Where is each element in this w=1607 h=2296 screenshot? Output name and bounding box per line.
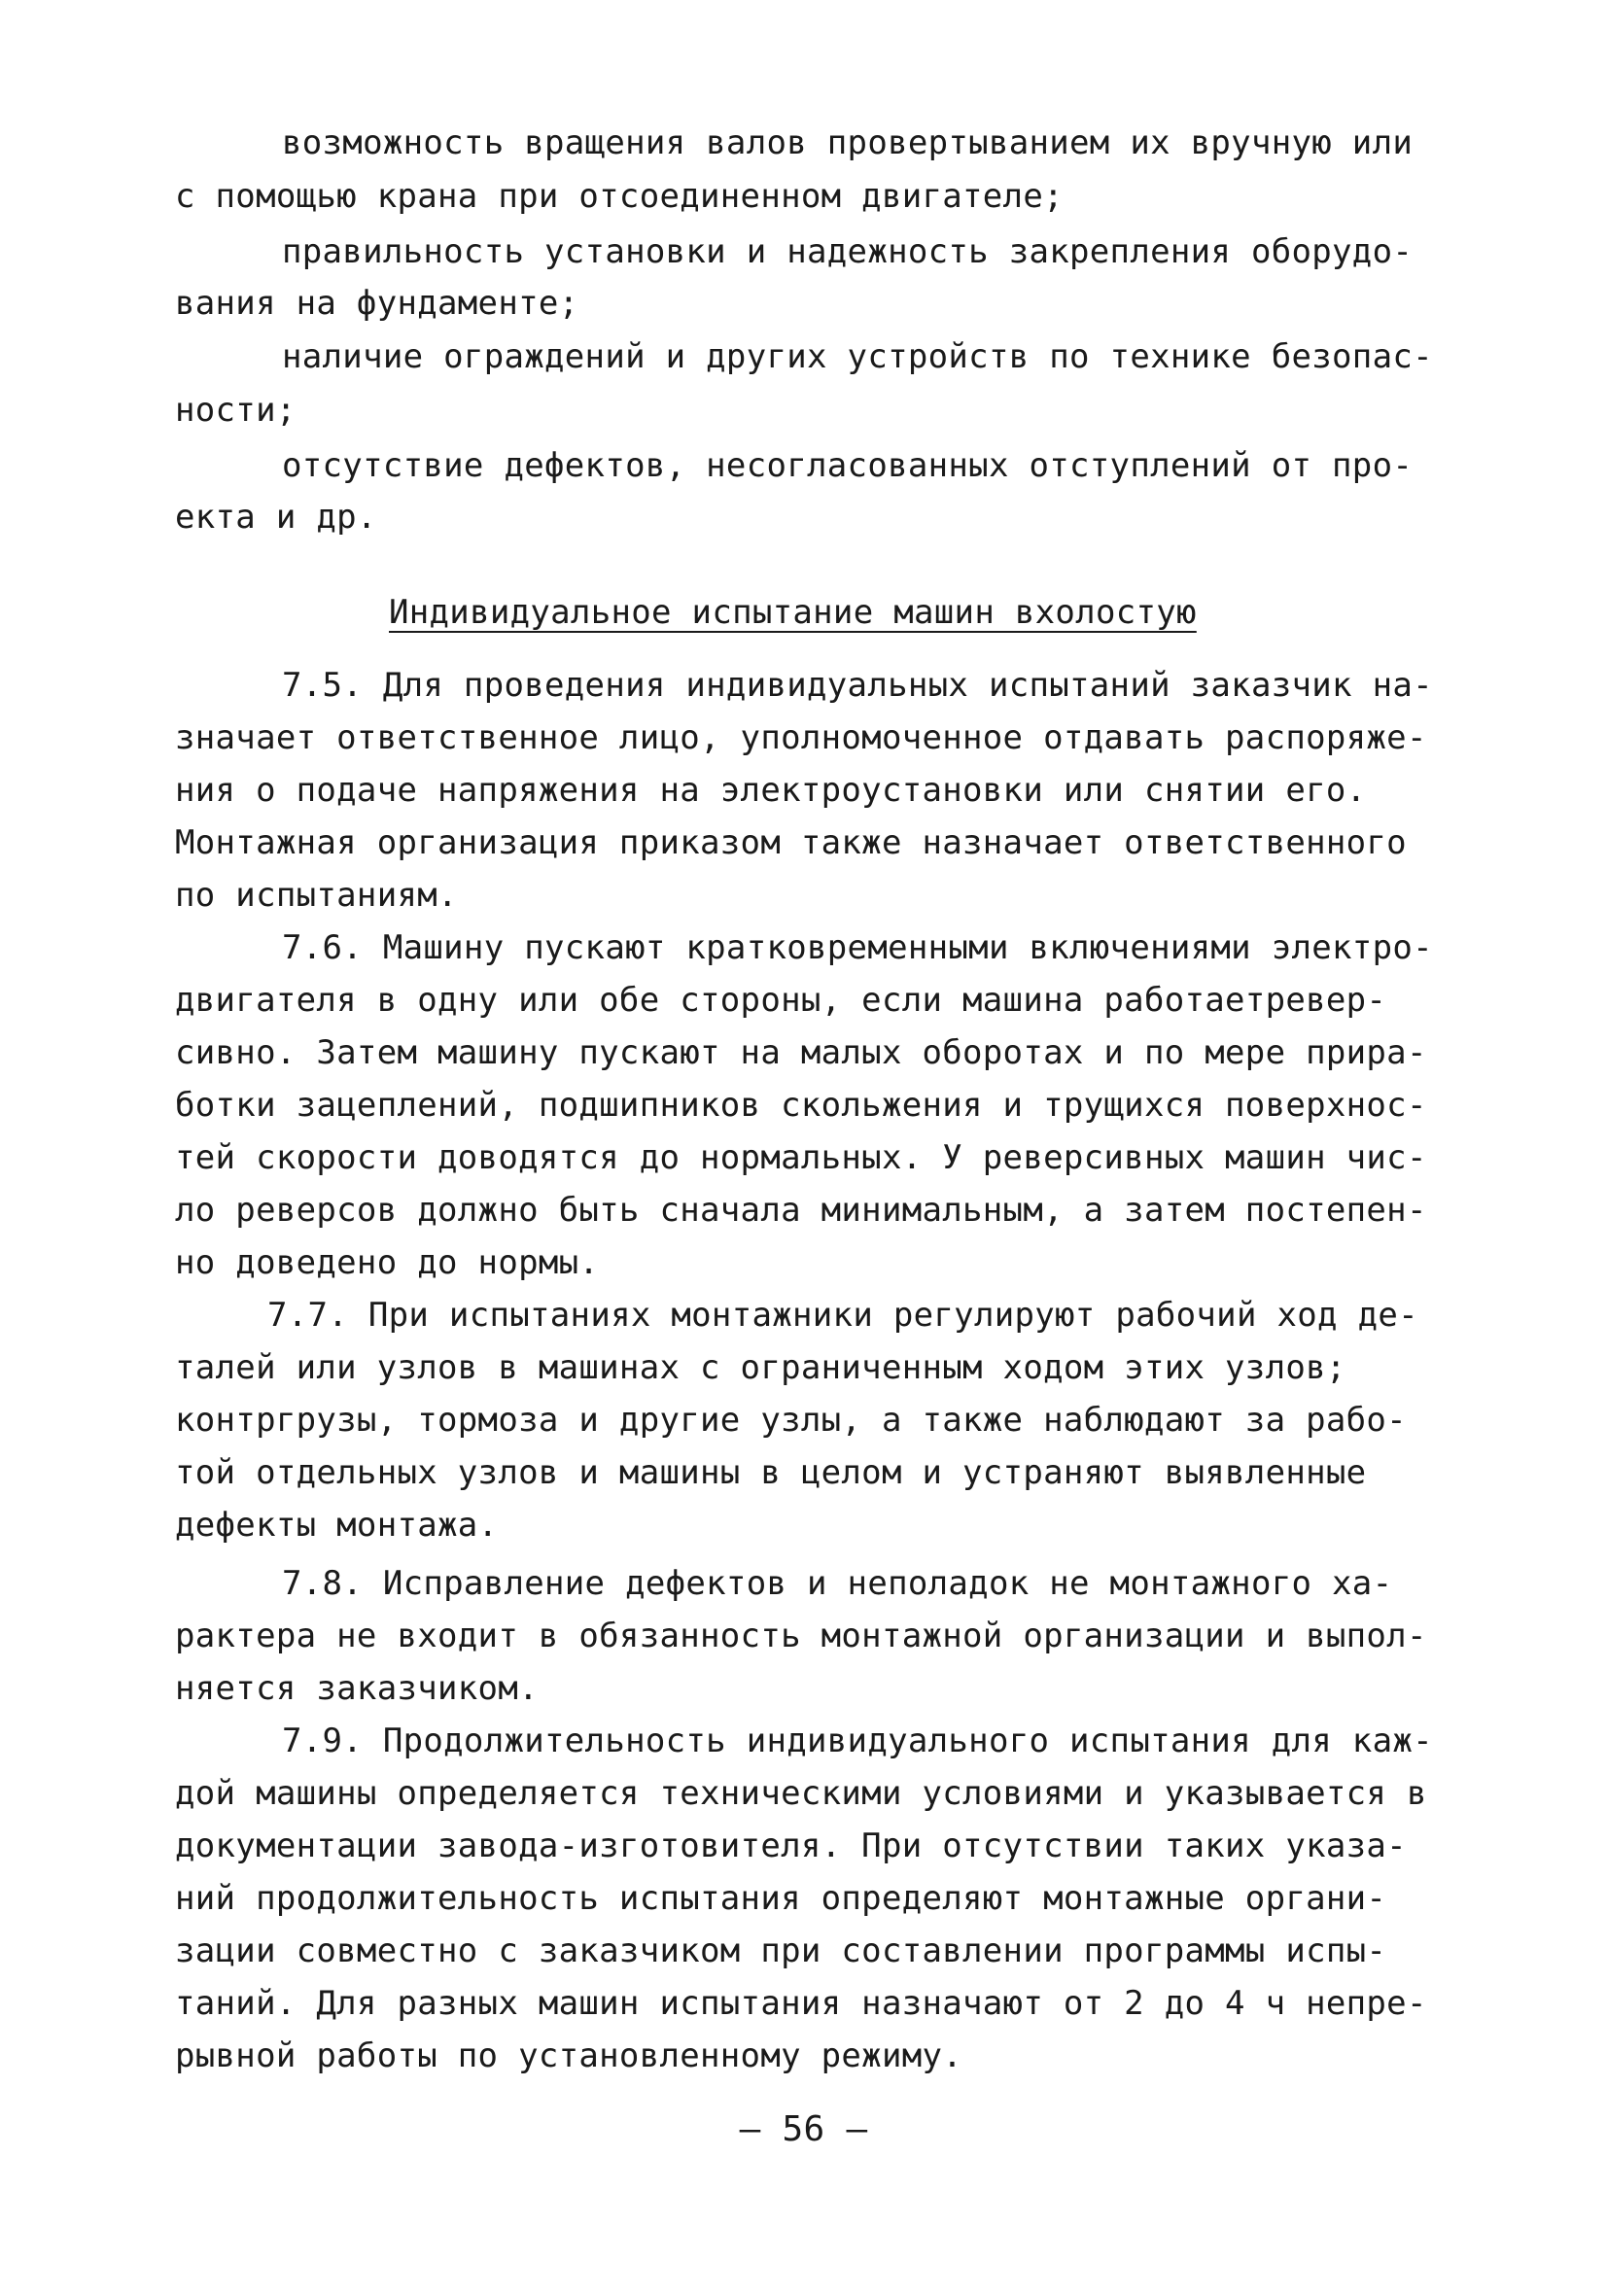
page-number: – 56 – — [739, 2109, 868, 2149]
text-line: няется заказчиком. — [175, 1669, 539, 1708]
text-line: дой машины определяется техническими условиями и указывается в — [175, 1774, 1427, 1813]
text-line: ния о подаче напряжения на электроустановки или снятии его. — [175, 771, 1367, 810]
text-line: рывной работы по установленному режиму. — [175, 2036, 963, 2075]
text-line: екта и др. — [175, 498, 377, 537]
text-line: но доведено до нормы. — [175, 1243, 600, 1282]
text-line: ло реверсов должно быть сначала минимальным, а затем постепен- — [175, 1191, 1427, 1230]
text-line: ности; — [175, 391, 297, 430]
text-line: 7.9. Продолжительность индивидуального испытания для каж- — [282, 1722, 1433, 1760]
text-line: двигателя в одну или обе стороны, если машина работаетревер- — [175, 981, 1387, 1020]
text-line: значает ответственное лицо, уполномоченное отдавать распоряже- — [175, 718, 1427, 757]
text-line: Монтажная организация приказом также назначает ответственного — [175, 823, 1407, 862]
text-line: ботки зацеплений, подшипников скольжения и трущихся поверхнос- — [175, 1086, 1427, 1125]
text-line: вания на фундаменте; — [175, 284, 579, 323]
text-line: отсутствие дефектов, несогласованных отступлений от про- — [282, 446, 1414, 485]
text-line: рактера не входит в обязанность монтажной организации и выпол- — [175, 1617, 1427, 1655]
text-line: правильность установки и надежность закрепления оборудо- — [282, 232, 1414, 271]
text-line: ний продолжительность испытания определяют монтажные органи- — [175, 1879, 1387, 1918]
text-line: контргрузы, тормоза и другие узлы, а также наблюдают за рабо- — [175, 1401, 1407, 1440]
section-heading: Индивидуальное испытание машин вхолостую — [389, 593, 1197, 632]
text-line: возможность вращения валов провертыванием их вручную или — [282, 123, 1414, 162]
text-line: сивно. Затем машину пускают на малых оборотах и по мере прира- — [175, 1033, 1427, 1072]
text-line: 7.7. При испытаниях монтажники регулируют рабочий ход де- — [267, 1296, 1418, 1335]
text-line: 7.5. Для проведения индивидуальных испытаний заказчик на- — [282, 666, 1433, 705]
text-line: зации совместно с заказчиком при составлении программы испы- — [175, 1931, 1387, 1970]
text-line: 7.6. Машину пускают кратковременными включениями электро- — [282, 928, 1433, 967]
text-line: талей или узлов в машинах с ограниченным ходом этих узлов; — [175, 1348, 1346, 1387]
text-line: дефекты монтажа. — [175, 1506, 499, 1545]
text-line: документации завода-изготовителя. При отсутствии таких указа- — [175, 1826, 1407, 1865]
text-line: с помощью крана при отсоединенном двигателе; — [175, 177, 1064, 216]
text-line: той отдельных узлов и машины в целом и устраняют выявленные — [175, 1453, 1367, 1492]
text-line: по испытаниям. — [175, 876, 458, 915]
text-line: наличие ограждений и других устройств по технике безопас- — [282, 337, 1433, 376]
text-line: таний. Для разных машин испытания назначают от 2 до 4 ч непре- — [175, 1984, 1427, 2023]
text-line: тей скорости доводятся до нормальных. У реверсивных машин чис- — [175, 1138, 1427, 1177]
text-line: 7.8. Исправление дефектов и неполадок не монтажного ха- — [282, 1564, 1393, 1603]
